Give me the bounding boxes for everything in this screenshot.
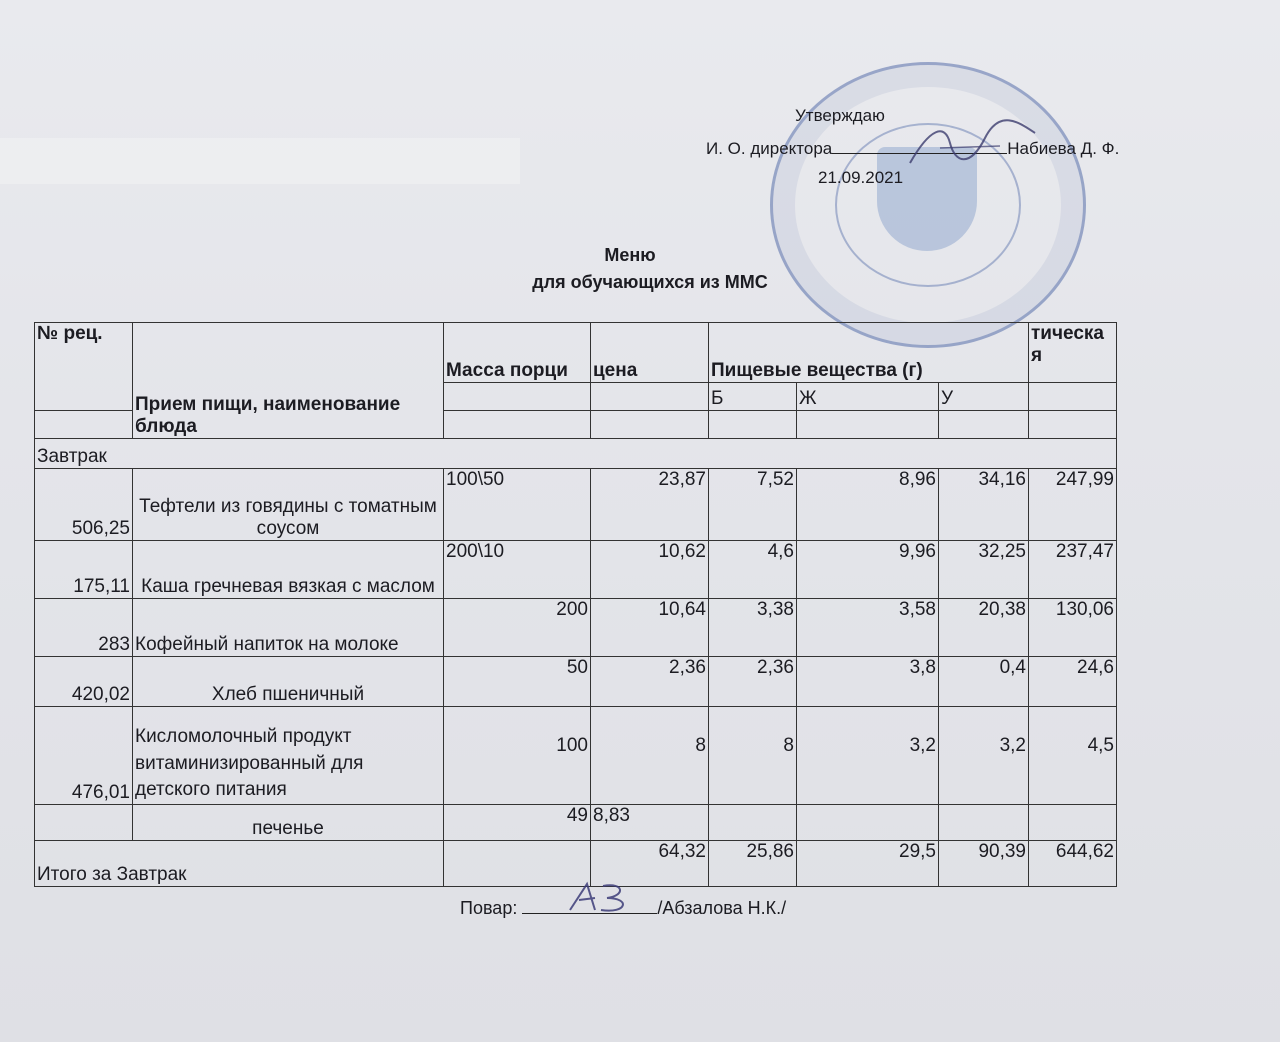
- table-row: [35, 469, 1117, 541]
- approval-name: Набиева Д. Ф.: [1007, 139, 1120, 158]
- header-b: Б: [709, 383, 797, 411]
- mass-cell: 100\50: [444, 469, 591, 541]
- empty-cell: [797, 411, 939, 439]
- empty-cell: [591, 411, 709, 439]
- header-rec-no: № рец.: [35, 323, 133, 411]
- dish-cell: Кофейный напиток на молоке: [133, 599, 444, 657]
- menu-table: [34, 322, 1117, 887]
- tape-strip: [0, 138, 520, 184]
- rec-cell: [35, 805, 133, 841]
- rec-cell: 283: [35, 599, 133, 657]
- b-cell: [709, 805, 797, 841]
- energy-cell: 237,47: [1029, 541, 1117, 599]
- price-cell: 23,87: [591, 469, 709, 541]
- director-signature: [900, 118, 1040, 178]
- zh-cell: 9,96: [797, 541, 939, 599]
- empty-cell: [709, 411, 797, 439]
- energy-cell: 247,99: [1029, 469, 1117, 541]
- empty-cell: [444, 411, 591, 439]
- u-cell: 20,38: [939, 599, 1029, 657]
- table-header-row: [35, 323, 1117, 383]
- header-mass: Масса порци: [444, 323, 591, 383]
- empty-cell: [939, 411, 1029, 439]
- empty-cell: [1029, 411, 1117, 439]
- table-row: [35, 707, 1117, 805]
- energy-cell: [1029, 805, 1117, 841]
- u-cell: 34,16: [939, 469, 1029, 541]
- approval-date: 21.09.2021: [818, 168, 904, 187]
- total-u: 90,39: [939, 841, 1029, 887]
- zh-cell: [797, 805, 939, 841]
- header-price: цена: [591, 323, 709, 383]
- menu-subtitle: для обучающихся из ММС: [532, 272, 768, 292]
- b-cell: 7,52: [709, 469, 797, 541]
- dish-cell: Каша гречневая вязкая с маслом: [133, 541, 444, 599]
- approval-title: Утверждаю: [795, 106, 885, 125]
- rec-cell: 420,02: [35, 657, 133, 707]
- mass-cell: 200: [444, 599, 591, 657]
- mass-cell: 100: [444, 707, 591, 805]
- table-row: [35, 805, 1117, 841]
- u-cell: [939, 805, 1029, 841]
- empty-cell: [444, 383, 591, 411]
- header-u: У: [939, 383, 1029, 411]
- price-cell: 8: [591, 707, 709, 805]
- total-energy: 644,62: [1029, 841, 1117, 887]
- total-zh: 29,5: [797, 841, 939, 887]
- b-cell: 8: [709, 707, 797, 805]
- section-label: Завтрак: [35, 439, 1117, 469]
- cook-label: Повар:: [460, 898, 518, 918]
- b-cell: 4,6: [709, 541, 797, 599]
- header-zh: Ж: [797, 383, 939, 411]
- table-row: [35, 541, 1117, 599]
- dish-cell: Хлеб пшеничный: [133, 657, 444, 707]
- cook-name: /Абзалова Н.К./: [657, 898, 787, 918]
- u-cell: 0,4: [939, 657, 1029, 707]
- empty-cell: [35, 411, 133, 439]
- total-price: 64,32: [591, 841, 709, 887]
- u-cell: 32,25: [939, 541, 1029, 599]
- total-b: 25,86: [709, 841, 797, 887]
- total-label: Итого за Завтрак: [35, 841, 444, 887]
- dish-cell: Кисломолочный продукт витаминизированный для детского питания: [133, 707, 444, 805]
- empty-cell: [591, 383, 709, 411]
- zh-cell: 3,2: [797, 707, 939, 805]
- official-stamp: [770, 62, 1086, 348]
- menu-title: Меню: [604, 245, 656, 265]
- mass-cell: 49: [444, 805, 591, 841]
- header-nutrients: Пищевые вещества (г): [709, 323, 1029, 383]
- zh-cell: 3,8: [797, 657, 939, 707]
- header-meal: Прием пищи, наименование блюда: [133, 323, 444, 439]
- energy-cell: 130,06: [1029, 599, 1117, 657]
- mass-cell: 50: [444, 657, 591, 707]
- rec-cell: 506,25: [35, 469, 133, 541]
- rec-cell: 476,01: [35, 707, 133, 805]
- price-cell: 8,83: [591, 805, 709, 841]
- approval-position: И. О. директора: [706, 139, 833, 158]
- zh-cell: 8,96: [797, 469, 939, 541]
- price-cell: 10,62: [591, 541, 709, 599]
- u-cell: 3,2: [939, 707, 1029, 805]
- rec-cell: 175,11: [35, 541, 133, 599]
- b-cell: 3,38: [709, 599, 797, 657]
- section-row: [35, 439, 1117, 469]
- table-row: [35, 599, 1117, 657]
- price-cell: 10,64: [591, 599, 709, 657]
- energy-cell: 4,5: [1029, 707, 1117, 805]
- mass-cell: 200\10: [444, 541, 591, 599]
- price-cell: 2,36: [591, 657, 709, 707]
- empty-cell: [1029, 383, 1117, 411]
- energy-cell: 24,6: [1029, 657, 1117, 707]
- zh-cell: 3,58: [797, 599, 939, 657]
- cook-signature: [565, 878, 645, 918]
- b-cell: 2,36: [709, 657, 797, 707]
- table-row: [35, 657, 1117, 707]
- dish-cell: Тефтели из говядины с томатным соусом: [133, 469, 444, 541]
- header-energy: тическа я: [1029, 323, 1117, 383]
- dish-cell: печенье: [133, 805, 444, 841]
